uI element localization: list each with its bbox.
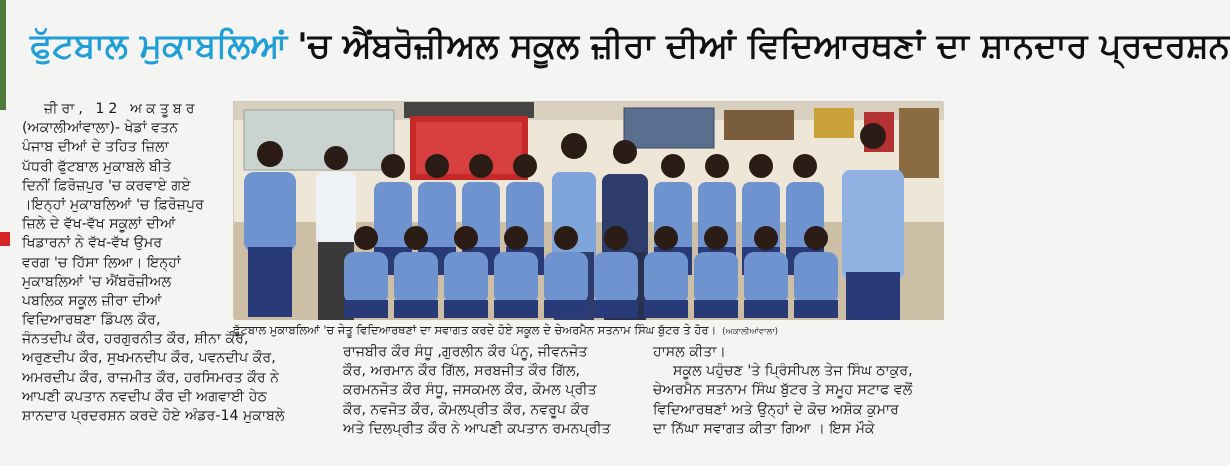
article-line: ਆਪਣੀ ਕਪਤਾਨ ਨਵਦੀਪ ਕੌਰ ਦੀ ਅਗਵਾਈ ਹੇਠ [22, 388, 267, 405]
adjacent-column-edge [0, 0, 14, 466]
article-line: ਜ਼ਿਲੇ ਦੇ ਵੱਖ-ਵੱਖ ਸਕੂਲਾਂ ਦੀਆਂ [22, 216, 176, 233]
adjacent-red-mark [0, 232, 10, 246]
article-line: ਵਰਗ 'ਚ ਹਿੱਸਾ ਲਿਆ। ਇਨ੍ਹਾਂ [22, 254, 181, 271]
caption-text: ਫੁੱਟਬਾਲ ਮੁਕਾਬਲਿਆਂ 'ਚ ਜੇਤੂ ਵਿਦਿਆਰਥਣਾਂ ਦਾ ਸਵਾਗਤ ਕਰਦੇ ਹੋਏ ਸਕੂਲ ਦੇ ਚੇਅਰਮੈਨ ਸਤਨਾਮ ਸਿੰਘ ਬੁੱਟਰ ਤੇ ਹੋਰ। [233, 323, 717, 337]
headline-rest: 'ਚ ਐਂਬਰੋਜ਼ੀਅਲ ਸਕੂਲ ਜ਼ੀਰਾ ਦੀਆਂ ਵਿਦਿਆਰਥਣਾਂ ਦਾ ਸ਼ਾਨਦਾਰ ਪ੍ਰਦਰਸ਼ਨ [297, 26, 1230, 66]
article-line: ਵਿਦਿਆਰਥਣਾਂ ਅਤੇ ਉਨ੍ਹਾਂ ਦੇ ਕੋਚ ਅਸ਼ੋਕ ਕੁਮਾਰ [653, 401, 899, 418]
article-line: ਕੌਰ, ਨਵਜੋਤ ਕੌਰ, ਕੋਮਲਪ੍ਰੀਤ ਕੌਰ, ਨਵਰੂਪ ਕੌਰ [343, 401, 590, 418]
article-line: (ਅਕਾਲੀਆਂਵਾਲਾ)- ਖੇਡਾਂ ਵਤਨ [22, 120, 179, 137]
article-line: ਰਾਜਬੀਰ ਕੌਰ ਸੰਧੂ ,ਗੁਰਲੀਨ ਕੌਰ ਪੰਨੂ, ਜੀਵਨਜੋਤ [343, 344, 588, 360]
article-headline [30, 6, 1230, 86]
headline-accent: ਫੁੱਟਬਾਲ ਮੁਕਾਬਲਿਆਂ [30, 26, 288, 66]
article-line: ਸ਼ਾਨਦਾਰ ਪ੍ਰਦਰਸ਼ਨ ਕਰਦੇ ਹੋਏ ਅੰਡਰ-14 ਮੁਕਾਬਲੇ [22, 408, 285, 424]
article-line: ਚੇਅਰਮੈਨ ਸਤਨਾਮ ਸਿੰਘ ਬੁੱਟਰ ਤੇ ਸਮੂਹ ਸਟਾਫ ਵਲੋਂ [653, 382, 913, 399]
caption-credit: (ਅਕਾਲੀਆਂਵਾਲਾ) [722, 327, 778, 337]
article-line: ਵਿਦਿਆਰਥਣਾ ਡਿੰਪਲ ਕੌਰ, [22, 312, 161, 329]
article-line: ਹਾਸਲ ਕੀਤਾ। [653, 344, 726, 360]
article-line: ।ਇਨ੍ਹਾਂ ਮੁਕਾਬਲਿਆਂ 'ਚ ਫ਼ਿਰੋਜ਼ਪੁਰ [22, 196, 204, 213]
article-line: ਪਬਲਿਕ ਸਕੂਲ ਜ਼ੀਰਾ ਦੀਆਂ [22, 292, 162, 309]
article-line: ਮੁਕਾਬਲਿਆਂ 'ਚ ਐਂਬਰੋਜ਼ੀਅਲ [22, 273, 172, 290]
group-photo [233, 101, 943, 319]
group-photo-illustration [234, 102, 944, 320]
dateline: ਜ਼ੀਰਾ, 12 ਅਕਤੂਬਰ [44, 101, 199, 117]
article-line: ਅਰੁਣਦੀਪ ਕੌਰ, ਸੁਖਮਨਦੀਪ ਕੌਰ, ਪਵਨਦੀਪ ਕੌਰ, [22, 350, 276, 367]
article-line: ਦਿਨੀਂ ਫ਼ਿਰੋਜ਼ਪੁਰ 'ਚ ਕਰਵਾਏ ਗਏ [22, 177, 191, 194]
article-line: ਕਰਮਨਜੋਤ ਕੌਰ ਸੰਧੂ, ਜਸਕਮਲ ਕੌਰ, ਕੋਮਲ ਪ੍ਰੀਤ [343, 382, 597, 399]
article-line: ਅਤੇ ਦਿਲਪ੍ਰੀਤ ਕੌਰ ਨੇ ਆਪਣੀ ਕਪਤਾਨ ਰਮਨਪ੍ਰੀਤ [343, 420, 611, 437]
article-column-3 [653, 343, 953, 439]
article-column-2 [343, 343, 643, 439]
photo-caption [233, 323, 953, 341]
article-line: ਖਿਡਾਰਨਾਂ ਨੇ ਵੱਖ-ਵੱਖ ਉਮਰ [22, 235, 163, 252]
adjacent-photo-edge [0, 0, 6, 110]
article-line: ਪੱਧਰੀ ਫੁੱਟਬਾਲ ਮੁਕਾਬਲੇ ਬੀਤੇ [22, 158, 172, 175]
article-line: ਜੰਨਤਦੀਪ ਕੌਰ, ਹਰਗੁਰਨੀਤ ਕੌਰ, ਸ਼ੀਨਾ ਕੌਰ, [22, 331, 249, 348]
article-line: ਕੌਰ, ਅਰਮਾਨ ਕੌਰ ਗਿੱਲ, ਸਰਬਜੀਤ ਕੌਰ ਗਿੱਲ, [343, 363, 581, 380]
article-line: ਸਕੂਲ ਪਹੁੰਚਣ 'ਤੇ ਪ੍ਰਿੰਸੀਪਲ ਤੇਜ ਸਿੰਘ ਠਾਕੁਰ, [673, 363, 913, 380]
article-line: ਦਾ ਨਿੱਘਾ ਸਵਾਗਤ ਕੀਤਾ ਗਿਆ । ਇਸ ਮੌਕੇ [653, 420, 875, 437]
article-line: ਅਮਰਦੀਪ ਕੌਰ, ਰਾਜਮੀਤ ਕੌਰ, ਹਰਸਿਮਰਤ ਕੌਰ ਨੇ [22, 369, 280, 386]
article-line: ਪੰਜਾਬ ਦੀਆਂ ਦੇ ਤਹਿਤ ਜ਼ਿਲਾ [22, 139, 169, 156]
